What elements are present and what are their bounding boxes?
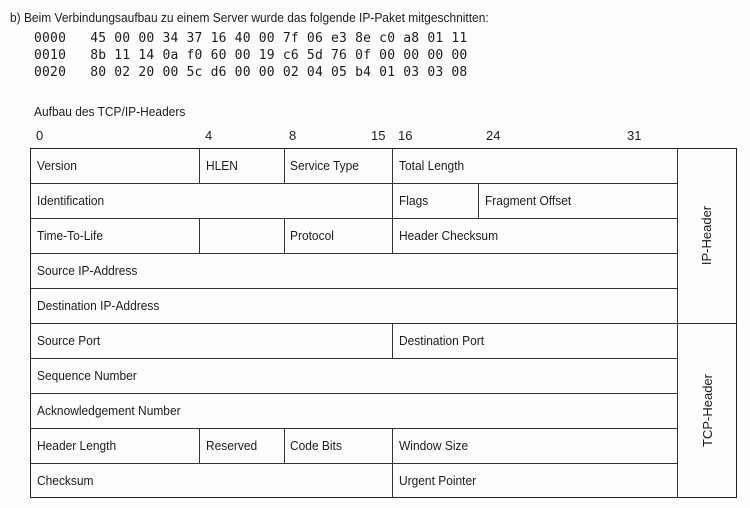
cell-divider [478,183,479,218]
field-header-checksum: Header Checksum [399,228,499,243]
section-title: Aufbau des TCP/IP-Headers [34,104,186,119]
field-version: Version [37,158,77,173]
bit-label-4: 4 [205,128,213,143]
field-fragment-offset: Fragment Offset [485,193,572,208]
field-source-port: Source Port [37,333,101,348]
hex-offset: 0010 [34,48,67,63]
tcp-header-side-label [677,323,737,498]
cell-divider [284,218,285,253]
bit-label-15: 15 [371,128,386,143]
cell-divider [199,218,200,253]
hex-offset: 0000 [34,31,67,46]
field-flags: Flags [399,193,429,208]
ip-header-label: IP-Header [699,205,715,266]
cell-divider [392,183,393,218]
row-divider [30,218,677,219]
task-description: b) Beim Verbindungsaufbau zu einem Server wurde das folgende IP-Paket mitgeschnitten: [10,10,489,25]
hex-row-0000 [34,31,467,46]
field-source-ip: Source IP-Address [37,263,138,278]
field-destination-ip: Destination IP-Address [37,298,160,313]
field-code-bits: Code Bits [290,438,342,453]
field-window-size: Window Size [399,438,469,453]
hex-offset: 0020 [34,65,67,80]
field-total-length: Total Length [399,158,465,173]
cell-divider [392,463,393,498]
field-destination-port: Destination Port [399,333,485,348]
field-sequence-number: Sequence Number [37,368,137,383]
field-header-length: Header Length [37,438,117,453]
cell-divider [199,148,200,183]
field-acknowledgement-number: Acknowledgement Number [37,403,181,418]
tcp-header-label: TCP-Header [699,374,715,447]
bit-label-24: 24 [486,128,501,143]
hex-bytes: 8b 11 14 0a f0 60 00 19 c6 5d 76 0f 00 00 00 00 [90,48,468,63]
section-divider [30,323,737,324]
bit-label-31: 31 [627,128,642,143]
cell-divider [392,428,393,463]
hex-row-0010 [34,48,467,63]
cell-divider [284,428,285,463]
hex-bytes: 80 02 20 00 5c d6 00 00 02 04 05 b4 01 03 03 08 [90,65,468,80]
hex-bytes: 45 00 00 34 37 16 40 00 7f 06 e3 8e c0 a8 01 11 [90,31,468,46]
field-urgent-pointer: Urgent Pointer [399,473,477,488]
cell-divider [392,323,393,358]
field-service-type: Service Type [290,158,359,173]
cell-divider [284,148,285,183]
cell-divider [392,148,393,183]
field-checksum: Checksum [37,473,94,488]
row-divider [30,183,677,184]
field-hlen: HLEN [206,158,238,173]
ip-header-side-label [677,148,737,323]
row-divider [30,428,677,429]
bit-label-16: 16 [398,128,413,143]
row-divider [30,463,677,464]
cell-divider [199,428,200,463]
field-reserved: Reserved [206,438,258,453]
bit-label-0: 0 [36,128,44,143]
field-identification: Identification [37,193,105,208]
cell-divider [392,218,393,253]
field-time-to-life: Time-To-Life [37,228,104,243]
bit-label-8: 8 [289,128,297,143]
field-protocol: Protocol [290,228,334,243]
hex-row-0020 [34,65,467,80]
